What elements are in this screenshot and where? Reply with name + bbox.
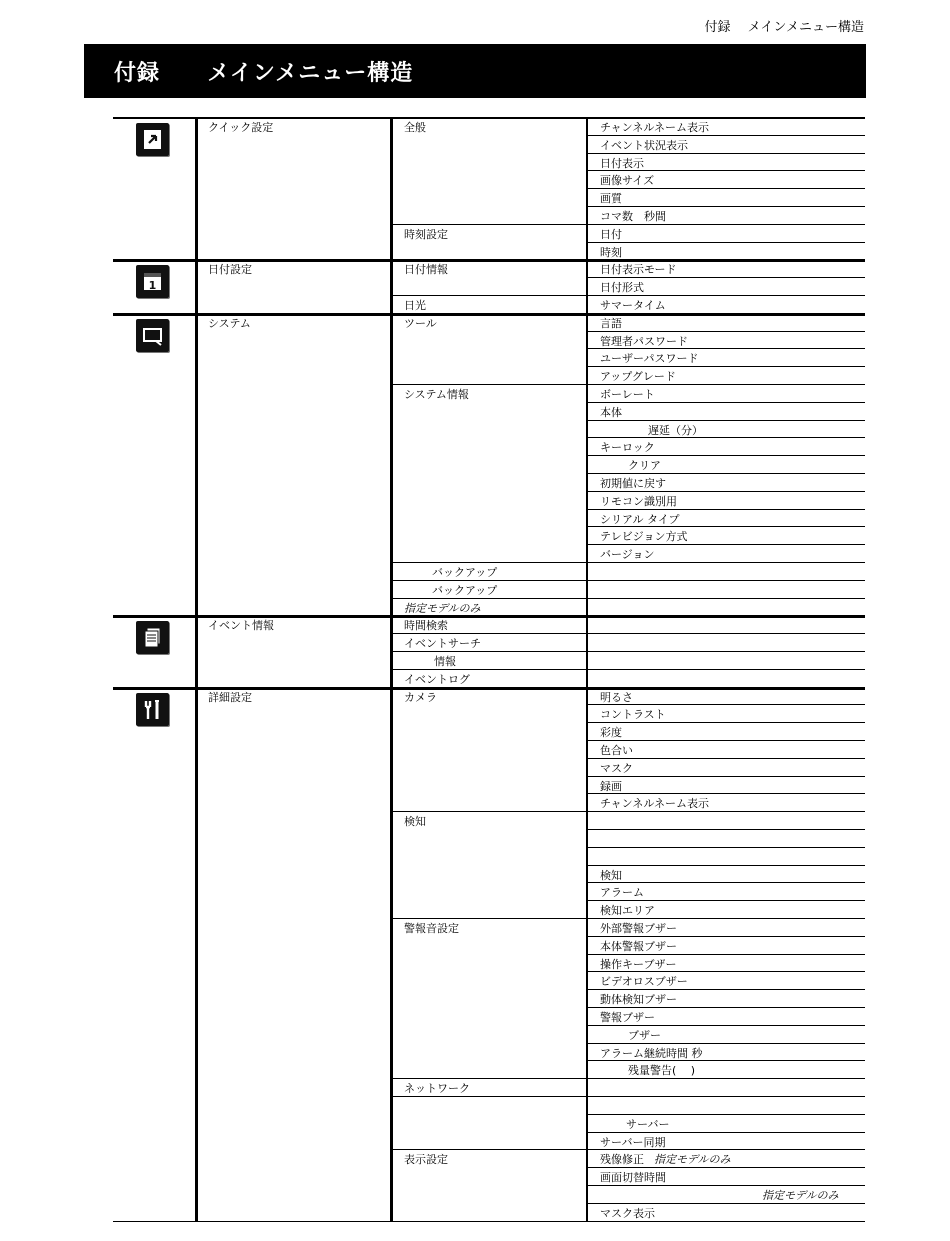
menu-group-label: 時刻設定 bbox=[404, 227, 448, 241]
row-divider bbox=[586, 776, 865, 777]
row-divider bbox=[113, 117, 865, 119]
menu-item-label: 残像修正 bbox=[600, 1153, 644, 1167]
menu-group-label: 表示設定 bbox=[404, 1153, 448, 1167]
section-system-label: システム bbox=[208, 316, 251, 330]
section-quick-setup-label: クイック設定 bbox=[208, 121, 274, 134]
menu-group-label: 日光 bbox=[404, 299, 426, 312]
row-divider bbox=[586, 366, 865, 367]
row-divider bbox=[586, 384, 865, 385]
row-divider bbox=[390, 651, 586, 652]
row-divider bbox=[586, 954, 865, 955]
menu-item-label: バージョン bbox=[600, 548, 655, 562]
row-divider bbox=[586, 1025, 865, 1026]
row-divider bbox=[586, 740, 865, 741]
row-divider bbox=[586, 437, 865, 438]
row-divider bbox=[586, 473, 865, 474]
menu-group-label: 全般 bbox=[404, 121, 426, 134]
row-divider bbox=[586, 1007, 865, 1008]
section-tools-label: 詳細設定 bbox=[208, 690, 252, 704]
event-log-icon bbox=[136, 621, 169, 654]
row-divider bbox=[586, 1096, 865, 1097]
menu-item-label: マスク表示 bbox=[600, 1206, 655, 1220]
menu-item-label: 初期値に戻す bbox=[600, 477, 666, 490]
row-divider bbox=[586, 811, 865, 812]
menu-group-label: システム情報 bbox=[404, 388, 469, 401]
menu-group-label: 指定モデルのみ bbox=[404, 601, 481, 615]
row-divider bbox=[586, 1060, 865, 1061]
row-divider bbox=[586, 509, 865, 510]
row-divider bbox=[586, 1078, 865, 1079]
row-divider bbox=[113, 1221, 865, 1222]
row-divider bbox=[586, 936, 865, 937]
menu-item-label: 警報ブザー bbox=[600, 1011, 655, 1024]
row-divider bbox=[586, 1149, 865, 1150]
menu-item-label: チャンネルネーム表示 bbox=[600, 121, 710, 134]
section-calendar-label: 日付設定 bbox=[208, 263, 252, 277]
menu-group-label: 警報音設定 bbox=[404, 922, 459, 935]
row-divider bbox=[586, 420, 865, 421]
menu-item-label: アップグレード bbox=[600, 370, 676, 384]
svg-text:1: 1 bbox=[148, 279, 157, 293]
row-divider bbox=[113, 687, 865, 690]
quick-setup-icon bbox=[136, 123, 169, 156]
row-divider bbox=[390, 1149, 586, 1150]
menu-group-label: イベントログ bbox=[404, 672, 470, 686]
menu-item-label: 録画 bbox=[600, 779, 622, 793]
row-divider bbox=[586, 206, 865, 207]
row-divider bbox=[586, 704, 865, 705]
row-divider bbox=[586, 758, 865, 759]
row-divider bbox=[390, 918, 586, 919]
row-divider bbox=[390, 224, 586, 225]
row-divider bbox=[586, 295, 865, 296]
menu-group-label: ネットワーク bbox=[404, 1082, 470, 1096]
row-divider bbox=[390, 384, 586, 385]
row-divider bbox=[586, 544, 865, 545]
row-divider bbox=[586, 170, 865, 171]
menu-item-label: 操作キーブザー bbox=[600, 957, 677, 971]
row-divider bbox=[586, 1114, 865, 1115]
menu-item-label: 検知エリア bbox=[600, 904, 655, 918]
row-divider bbox=[586, 1043, 865, 1044]
calendar-icon bbox=[136, 265, 169, 298]
row-divider bbox=[586, 277, 865, 278]
model-only-note: 指定モデルのみ bbox=[762, 1189, 839, 1202]
menu-item-label: イベント状況表示 bbox=[600, 138, 688, 152]
row-divider bbox=[113, 259, 865, 262]
row-divider bbox=[586, 918, 865, 919]
row-divider bbox=[390, 562, 586, 563]
menu-item-label: 管理者パスワード bbox=[600, 334, 688, 348]
menu-item-label: ボーレート bbox=[600, 388, 655, 401]
row-divider bbox=[586, 1185, 865, 1186]
row-divider bbox=[390, 1078, 586, 1079]
menu-item-label: サマータイム bbox=[600, 299, 666, 312]
menu-item-label: コントラスト bbox=[600, 708, 666, 722]
system-icon bbox=[136, 319, 169, 352]
menu-group-label: バックアップ bbox=[432, 566, 498, 579]
menu-item-label: ビデオロスブザー bbox=[600, 975, 688, 989]
menu-group-label: 日付情報 bbox=[404, 263, 448, 277]
menu-item-label: コマ数 秒間 bbox=[600, 210, 666, 223]
row-divider bbox=[586, 793, 865, 794]
menu-group-label: 時間検索 bbox=[404, 619, 448, 633]
row-divider bbox=[586, 865, 865, 866]
menu-item-label: 言語 bbox=[600, 316, 622, 330]
row-divider bbox=[586, 526, 865, 527]
column-divider bbox=[195, 118, 198, 1222]
row-divider bbox=[586, 598, 865, 599]
menu-item-label: ブザー bbox=[628, 1028, 661, 1042]
menu-item-label: クリア bbox=[628, 459, 661, 473]
row-divider bbox=[113, 615, 865, 618]
row-divider bbox=[113, 313, 865, 316]
row-divider bbox=[586, 402, 865, 403]
column-divider bbox=[390, 118, 393, 1222]
menu-item-label: 残量警告( ) bbox=[628, 1064, 696, 1078]
chapter-name: メインメニュー構造 bbox=[207, 61, 414, 86]
chapter-label: 付録 bbox=[114, 61, 161, 86]
menu-item-label: 日付表示モード bbox=[600, 263, 677, 277]
row-divider bbox=[390, 580, 586, 581]
menu-group-label: カメラ bbox=[404, 690, 437, 704]
menu-item-label: 時刻 bbox=[600, 245, 622, 259]
model-only-note: 指定モデルのみ bbox=[654, 1153, 731, 1167]
menu-item-label: アラーム bbox=[600, 886, 644, 900]
menu-group-label: イベントサーチ bbox=[404, 637, 481, 651]
menu-item-label: 日付形式 bbox=[600, 281, 644, 295]
row-divider bbox=[586, 651, 865, 652]
menu-item-label: 画像サイズ bbox=[600, 174, 655, 188]
row-divider bbox=[586, 580, 865, 581]
row-divider bbox=[586, 153, 865, 154]
section-event-log-label: イベント情報 bbox=[208, 619, 274, 633]
row-divider bbox=[586, 633, 865, 634]
menu-item-label: 日付表示 bbox=[600, 156, 644, 170]
row-divider bbox=[586, 900, 865, 901]
row-divider bbox=[586, 829, 865, 830]
menu-item-label: 本体警報ブザー bbox=[600, 939, 677, 953]
menu-item-label: キーロック bbox=[600, 441, 655, 455]
row-divider bbox=[586, 847, 865, 848]
row-divider bbox=[390, 811, 586, 812]
row-divider bbox=[586, 491, 865, 492]
row-divider bbox=[586, 348, 865, 349]
menu-group-label: ツール bbox=[404, 316, 437, 330]
menu-item-label: マスク bbox=[600, 761, 633, 775]
row-divider bbox=[586, 882, 865, 883]
row-divider bbox=[390, 669, 586, 670]
row-divider bbox=[586, 224, 865, 225]
row-divider bbox=[586, 722, 865, 723]
row-divider bbox=[586, 669, 865, 670]
row-divider bbox=[586, 455, 865, 456]
menu-group-label: 情報 bbox=[434, 655, 456, 668]
row-divider bbox=[390, 295, 586, 296]
row-divider bbox=[586, 135, 865, 136]
menu-item-label: 画面切替時間 bbox=[600, 1171, 666, 1185]
row-divider bbox=[586, 331, 865, 332]
menu-item-label: 遅延（分） bbox=[648, 423, 703, 437]
menu-item-label: リモコン識別用 bbox=[600, 494, 677, 508]
menu-item-label: 動体検知ブザー bbox=[600, 993, 677, 1007]
menu-item-label: アラーム継続時間 秒 bbox=[600, 1046, 703, 1060]
row-divider bbox=[586, 1132, 865, 1133]
menu-item-label: サーバー bbox=[626, 1117, 670, 1131]
menu-item-label: サーバー同期 bbox=[600, 1135, 666, 1149]
row-divider bbox=[390, 633, 586, 634]
menu-item-label: 外部警報ブザー bbox=[600, 922, 677, 935]
menu-group-label: 検知 bbox=[404, 815, 426, 829]
tools-icon bbox=[136, 693, 169, 726]
row-divider bbox=[586, 242, 865, 243]
row-divider bbox=[390, 1096, 586, 1097]
row-divider bbox=[390, 598, 586, 599]
row-divider bbox=[586, 562, 865, 563]
running-header: 付録 メインメニュー構造 bbox=[704, 20, 864, 35]
menu-item-label: ユーザーパスワード bbox=[600, 352, 699, 366]
menu-item-label: 彩度 bbox=[600, 726, 622, 740]
menu-item-label: 日付 bbox=[600, 227, 622, 241]
menu-item-label: 色合い bbox=[600, 744, 633, 757]
column-divider bbox=[586, 118, 588, 1222]
menu-item-label: シリアル タイプ bbox=[600, 512, 680, 526]
menu-item-label: 画質 bbox=[600, 192, 622, 206]
menu-item-label: チャンネルネーム表示 bbox=[600, 797, 710, 811]
menu-item-label: テレビジョン方式 bbox=[600, 530, 688, 544]
row-divider bbox=[586, 971, 865, 972]
row-divider bbox=[586, 989, 865, 990]
menu-group-label: バックアップ bbox=[432, 583, 498, 597]
menu-item-label: 明るさ bbox=[600, 690, 633, 704]
row-divider bbox=[586, 188, 865, 189]
menu-item-label: 本体 bbox=[600, 405, 622, 419]
menu-item-label: 検知 bbox=[600, 868, 622, 882]
